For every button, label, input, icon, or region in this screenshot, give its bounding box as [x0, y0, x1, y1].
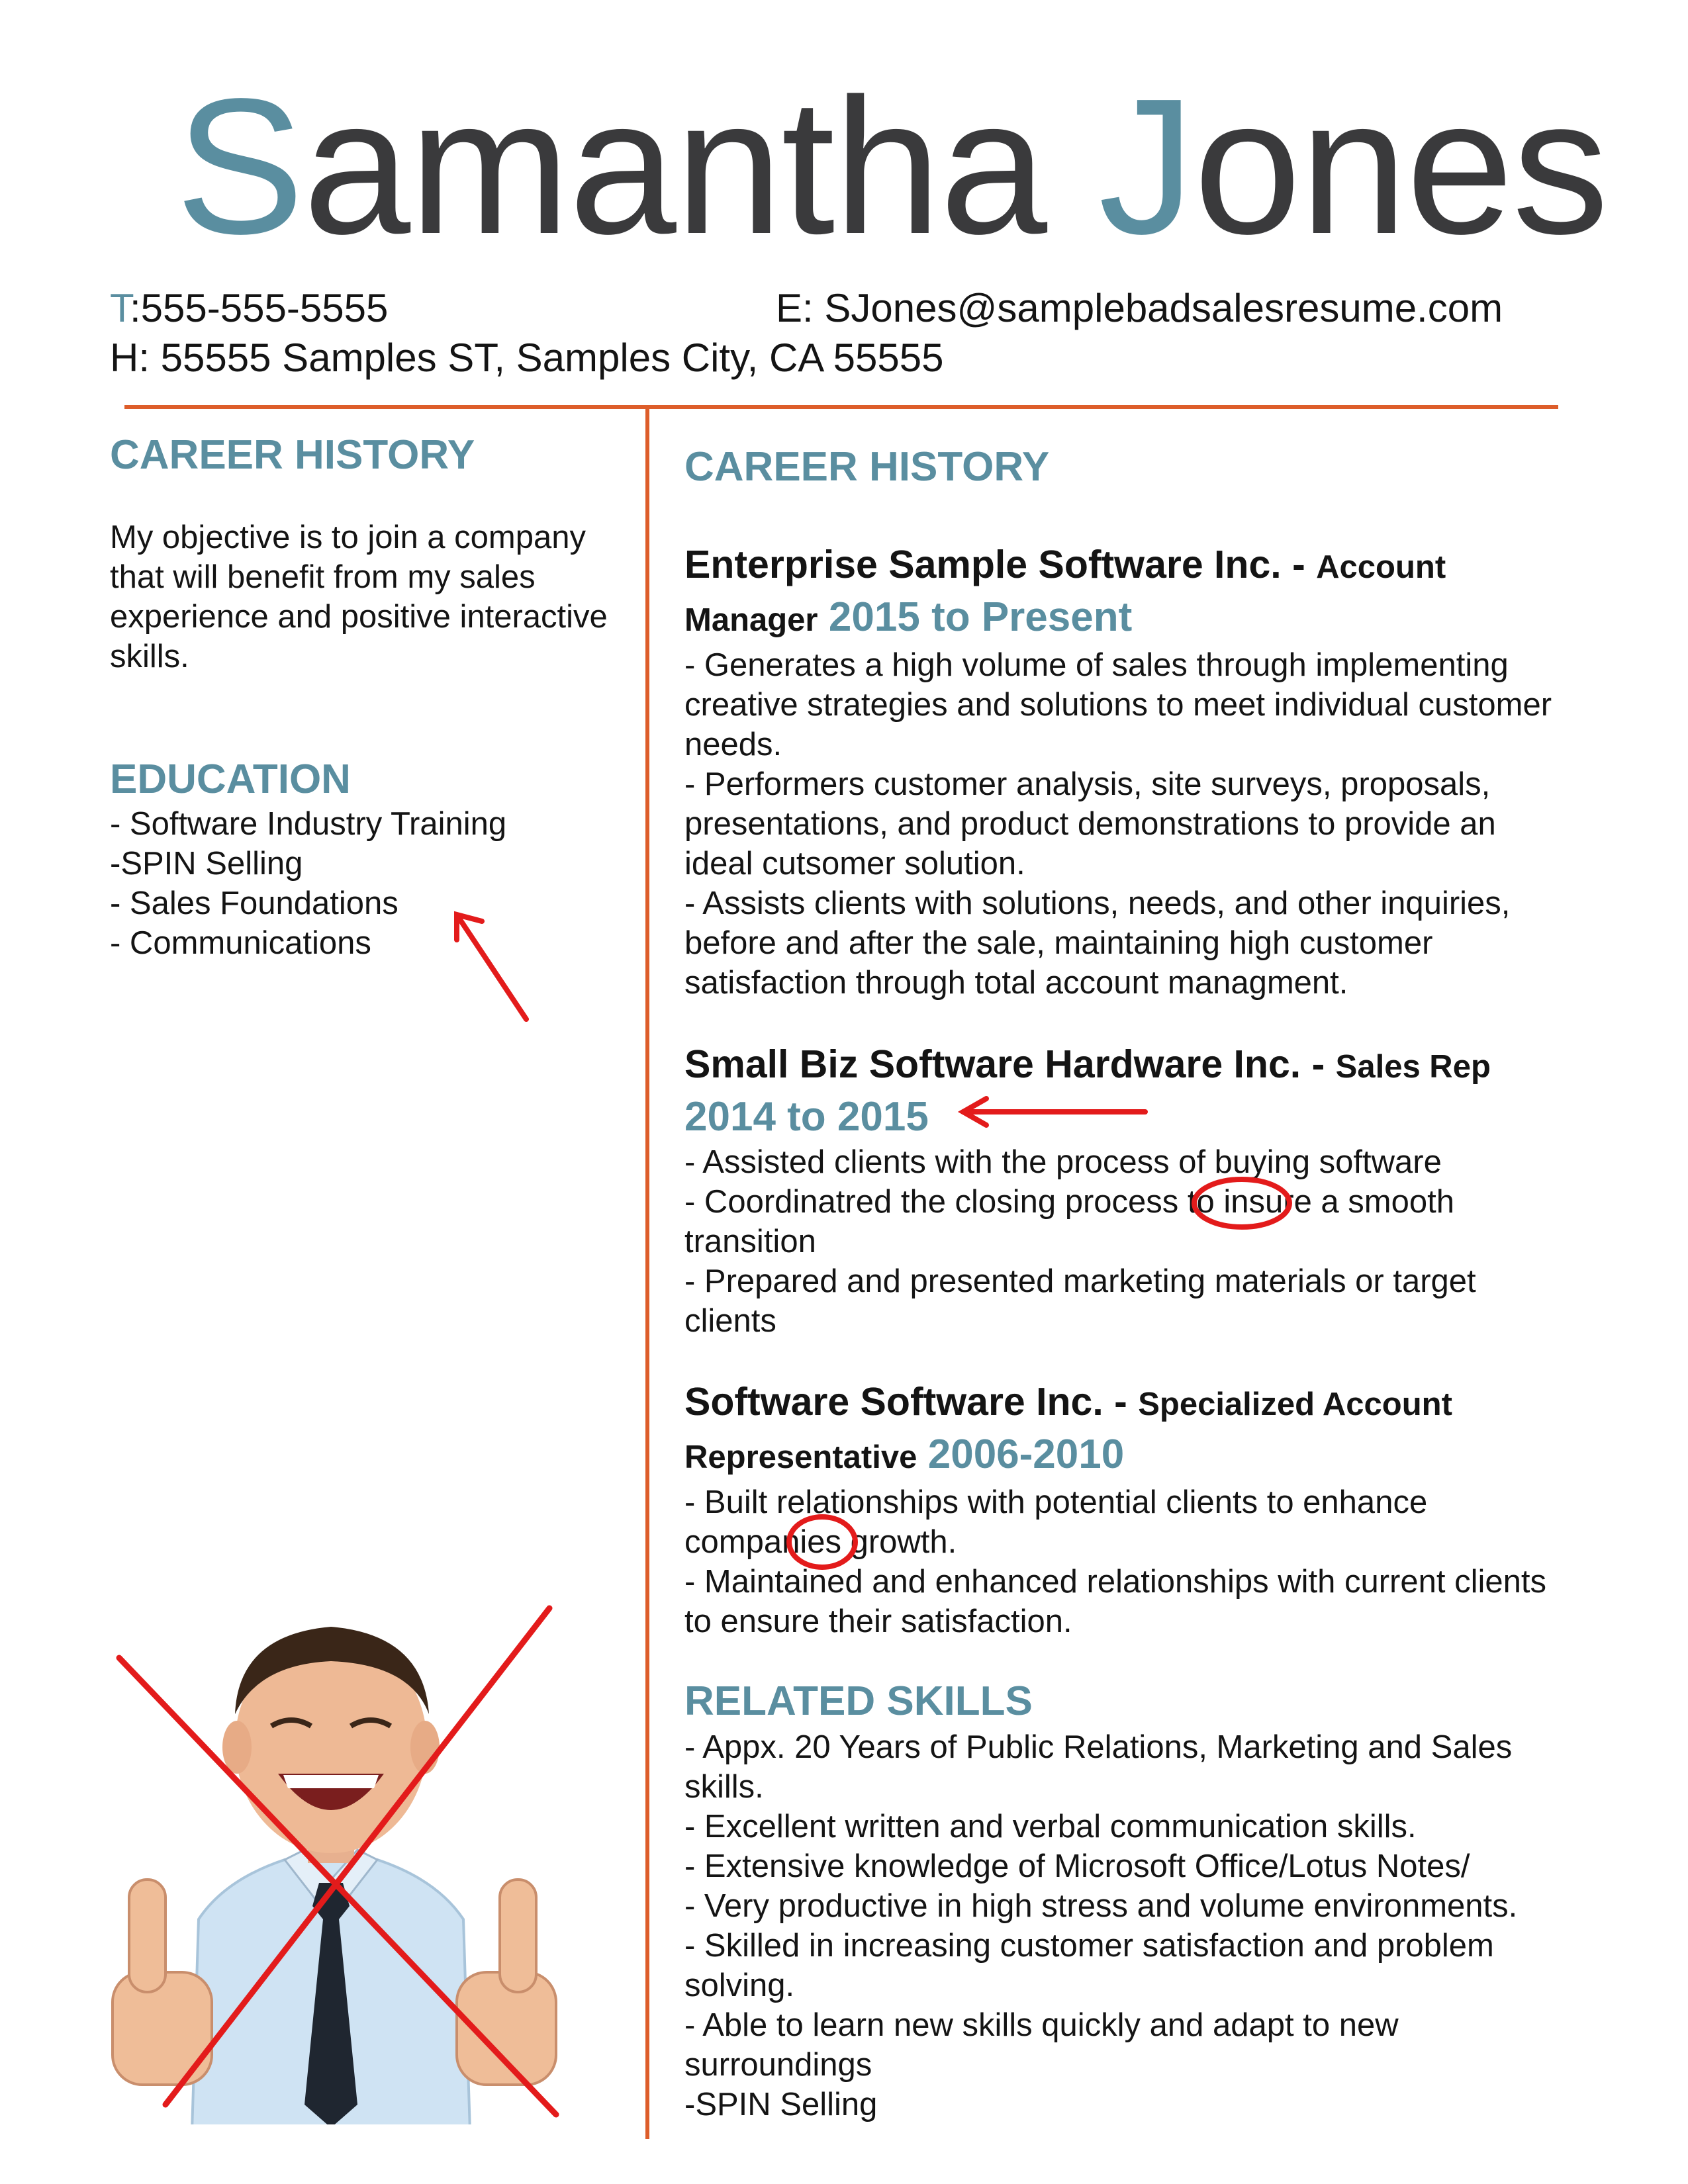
education-item: -SPIN Selling: [110, 846, 303, 882]
job-entry: [684, 1377, 1565, 1641]
job-bullet: - Generates a high volume of sales through implementing creative strategies and solutions to meet individual customer needs.: [684, 647, 1552, 762]
column-divider: [645, 405, 649, 2139]
job-dates: 2006-2010: [927, 1432, 1125, 1477]
job-role: Account Manager: [684, 549, 1446, 638]
skill-item: - Very productive in high stress and volume environments.: [684, 1888, 1518, 1924]
skills-title: RELATED SKILLS: [684, 1678, 1033, 1724]
skill-item: - Able to learn new skills quickly and adapt to new surroundings: [684, 2007, 1399, 2083]
phone-value: :555-555-5555: [130, 286, 389, 330]
job-company: Software Software Inc. -: [684, 1380, 1127, 1424]
job-bullets: [684, 645, 1565, 1003]
education-item: - Sales Foundations: [110, 886, 399, 921]
education-list: [110, 804, 626, 963]
job-bullet: - Performers customer analysis, site surveys, proposals, presentations, and product demonstrations to provide an ideal cutsomer solution.: [684, 766, 1496, 882]
email-line: E: SJones@samplebadsalesresume.com: [776, 286, 1503, 330]
skill-item: - Extensive knowledge of Microsoft Office/Lotus Notes/: [684, 1848, 1470, 1884]
job-bullet: - Prepared and presented marketing materials or target clients: [684, 1263, 1476, 1339]
job-bullets: [684, 1482, 1565, 1641]
name-last-rest: ones: [1194, 58, 1608, 274]
job-bullet: - Built relationships with potential clients to enhance companies growth.: [684, 1484, 1428, 1560]
name-last-initial: J: [1098, 58, 1194, 274]
skill-item: - Excellent written and verbal communication skills.: [684, 1809, 1417, 1844]
skill-item: -SPIN Selling: [684, 2087, 878, 2122]
job-role: Sales Rep: [1335, 1049, 1491, 1085]
job-role: Specialized Account Representative: [684, 1387, 1452, 1475]
header-divider: [124, 405, 1558, 409]
job-header: [684, 1039, 1565, 1142]
objective-text: My objective is to join a company that will benefit from my sales experience and positive interactive skills.: [110, 520, 608, 674]
job-bullets: [684, 1142, 1565, 1341]
job-bullet: - Assists clients with solutions, needs, and other inquiries, before and after the sale, maintaining high customer satisfaction through total account managment.: [684, 886, 1511, 1001]
job-header: [684, 1377, 1565, 1482]
job-company: Small Biz Software Hardware Inc. -: [684, 1042, 1325, 1086]
education-title: EDUCATION: [110, 756, 351, 802]
skill-item: - Skilled in increasing customer satisfaction and problem solving.: [684, 1928, 1494, 2003]
job-dates: 2014 to 2015: [684, 1094, 929, 1140]
job-header: [684, 539, 1565, 645]
address-line: H: 55555 Samples ST, Samples City, CA 55555: [110, 336, 944, 380]
skill-item: - Appx. 20 Years of Public Relations, Marketing and Sales skills.: [684, 1729, 1513, 1805]
phone-label: T: [110, 286, 130, 330]
job-bullet: - Assisted clients with the process of buying software: [684, 1144, 1442, 1180]
education-item: - Communications: [110, 925, 371, 961]
job-bullet: - Coordinatred the closing process to insure a smooth transition: [684, 1184, 1454, 1259]
education-item: - Software Industry Training: [110, 806, 507, 842]
job-company: Enterprise Sample Software Inc. -: [684, 543, 1305, 586]
career-title: CAREER HISTORY: [684, 444, 1050, 490]
job-entry: [684, 1039, 1565, 1341]
objective-title: CAREER HISTORY: [110, 432, 475, 478]
skills-list: [684, 1727, 1565, 2124]
job-bullet: - Maintained and enhanced relationships with current clients to ensure their satisfaction.: [684, 1564, 1546, 1639]
candidate-name: [175, 58, 1608, 274]
job-entry: [684, 539, 1565, 1003]
name-first-rest: amantha: [303, 58, 1047, 274]
headshot-photo: [66, 1549, 596, 2124]
phone-line: [110, 283, 388, 333]
job-dates: 2015 to Present: [828, 594, 1133, 640]
name-first-initial: S: [175, 58, 303, 274]
